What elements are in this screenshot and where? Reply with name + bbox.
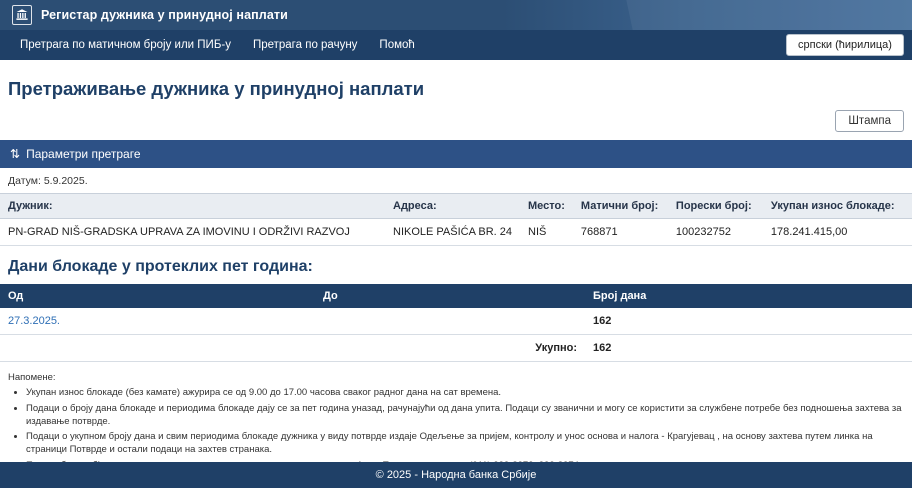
cell-city: NIŠ (520, 219, 573, 246)
cell-total-label: Укупно: (315, 335, 585, 362)
cell-to-date (315, 308, 585, 335)
cell-empty (0, 335, 315, 362)
col-total-amount: Укупан износ блокаде: (763, 194, 912, 219)
table-row (0, 219, 912, 246)
notes-title: Напомене: (8, 372, 56, 383)
col-days-count: Број дана (585, 284, 912, 308)
menu-search-by-account[interactable]: Претрага по рачуну (252, 39, 358, 51)
col-debtor: Дужник: (0, 194, 385, 219)
blockade-days-table (0, 284, 912, 362)
cell-total-amount: 178.241.415,00 (763, 219, 912, 246)
menu-help[interactable]: Помоћ (379, 39, 415, 51)
list-item: • Укупан износ блокаде (без камате) ажурира се од 9.00 до 17.00 часова сваког радног дана на сат времена. (26, 387, 904, 400)
main-menu-bar (0, 30, 912, 60)
table-header-row (0, 284, 912, 308)
col-address: Адреса: (385, 194, 520, 219)
cell-address: NIKOLE PAŠIĆA BR. 24 (385, 219, 520, 246)
page-footer (0, 462, 912, 488)
blockade-days-title: Дани блокаде у протеклих пет година: (8, 258, 313, 275)
cell-tax-number: 100232752 (668, 219, 763, 246)
cell-days: 162 (585, 308, 912, 335)
debtor-table (0, 193, 912, 246)
search-parameters-label: Параметри претраге (26, 147, 141, 161)
print-row (0, 110, 912, 140)
app-header (0, 0, 912, 30)
query-date: Датум: 5.9.2025. (8, 175, 88, 187)
cell-debtor-name: PN-GRAD NIŠ-GRADSKA UPRAVA ZA IMOVINU I ODRŽIVI RAZVOJ (0, 219, 385, 246)
search-parameters-bar[interactable] (0, 140, 912, 168)
bank-emblem-icon (12, 5, 32, 25)
sort-arrows-icon: ⇅ (10, 147, 21, 161)
debtor-table-header (0, 194, 912, 219)
table-header-row (0, 194, 912, 219)
cell-from-date: 27.3.2025. (0, 308, 315, 335)
cell-total-days: 162 (585, 335, 912, 362)
page-content (0, 60, 912, 488)
print-button[interactable]: Штампа (835, 110, 904, 132)
col-registration-number: Матични број: (573, 194, 668, 219)
col-from: Од (0, 284, 315, 308)
page-title: Претраживање дужника у принудној наплати (8, 78, 425, 99)
menu-search-by-id[interactable]: Претрага по матичном броју или ПИБ-у (20, 39, 231, 51)
col-to: До (315, 284, 585, 308)
table-row (0, 308, 912, 335)
col-city: Место: (520, 194, 573, 219)
cell-registration-number-link[interactable]: 768871 (573, 219, 668, 246)
list-item: • Подаци о укупном броју дана и свим периодима блокаде дужника у виду потврде издаје Одељење за пријем, контролу и унос основа и налога - Крагујевац , на основу захтева путем линка на страници Потврде и остали подаци на захтев странака. (26, 431, 904, 457)
blockade-days-body (0, 308, 912, 362)
language-select[interactable]: српски (ћирилица) (786, 34, 904, 56)
col-tax-number: Порески број: (668, 194, 763, 219)
footer-text: © 2025 - Народна банка Србије (375, 469, 537, 481)
list-item: • Подаци о броју дана блокаде и периодима блокаде дају се за пет година уназад, рачунајући од дана упита. Подаци су званични и могу се користити за службене потребе без подношења захтева за издавање потврде. (26, 403, 904, 429)
app-title: Регистар дужника у принудној наплати (41, 8, 288, 22)
blockade-days-header (0, 284, 912, 308)
debtor-table-body (0, 219, 912, 246)
table-total-row (0, 335, 912, 362)
